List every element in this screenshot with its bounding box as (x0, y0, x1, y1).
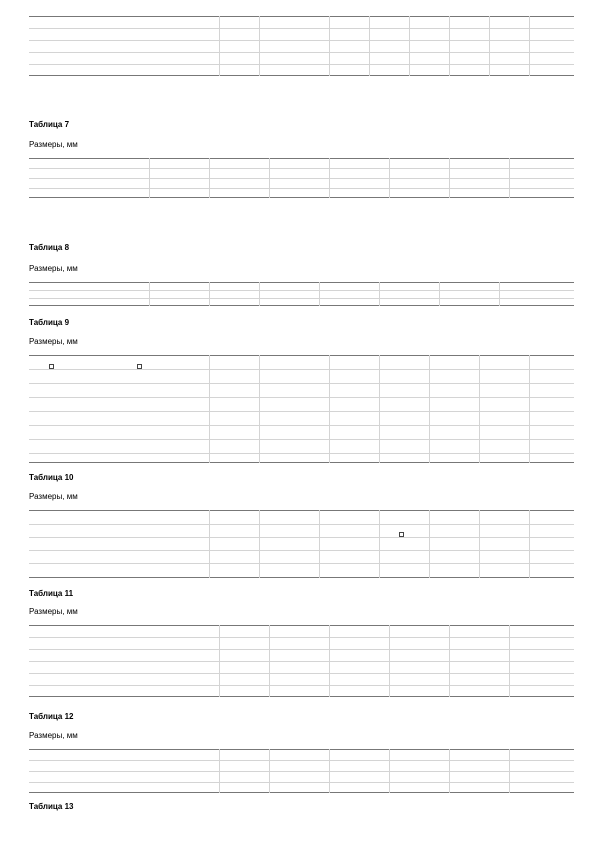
table-7-caption: Таблица 7 (29, 120, 70, 129)
table-8-subtitle: Размеры, мм (29, 264, 78, 273)
checkbox-icon (49, 364, 54, 369)
table-8-caption: Таблица 8 (29, 243, 70, 252)
table-8 (29, 282, 574, 306)
table-10 (29, 510, 574, 578)
table-12 (29, 749, 574, 793)
table-9-caption: Таблица 9 (29, 318, 70, 327)
table-12-subtitle: Размеры, мм (29, 731, 78, 740)
table-13-caption: Таблица 13 (29, 802, 74, 811)
table-10-subtitle: Размеры, мм (29, 492, 78, 501)
table-11 (29, 625, 574, 697)
checkbox-icon (399, 532, 404, 537)
table-10-caption: Таблица 10 (29, 473, 74, 482)
table-7 (29, 158, 574, 198)
table-11-subtitle: Размеры, мм (29, 607, 78, 616)
checkbox-icon (137, 364, 142, 369)
table-7-subtitle: Размеры, мм (29, 140, 78, 149)
table-6-continuation (29, 16, 574, 76)
table-9-subtitle: Размеры, мм (29, 337, 78, 346)
table-9 (29, 355, 574, 463)
table-12-caption: Таблица 12 (29, 712, 74, 721)
table-11-caption: Таблица 11 (29, 589, 74, 598)
